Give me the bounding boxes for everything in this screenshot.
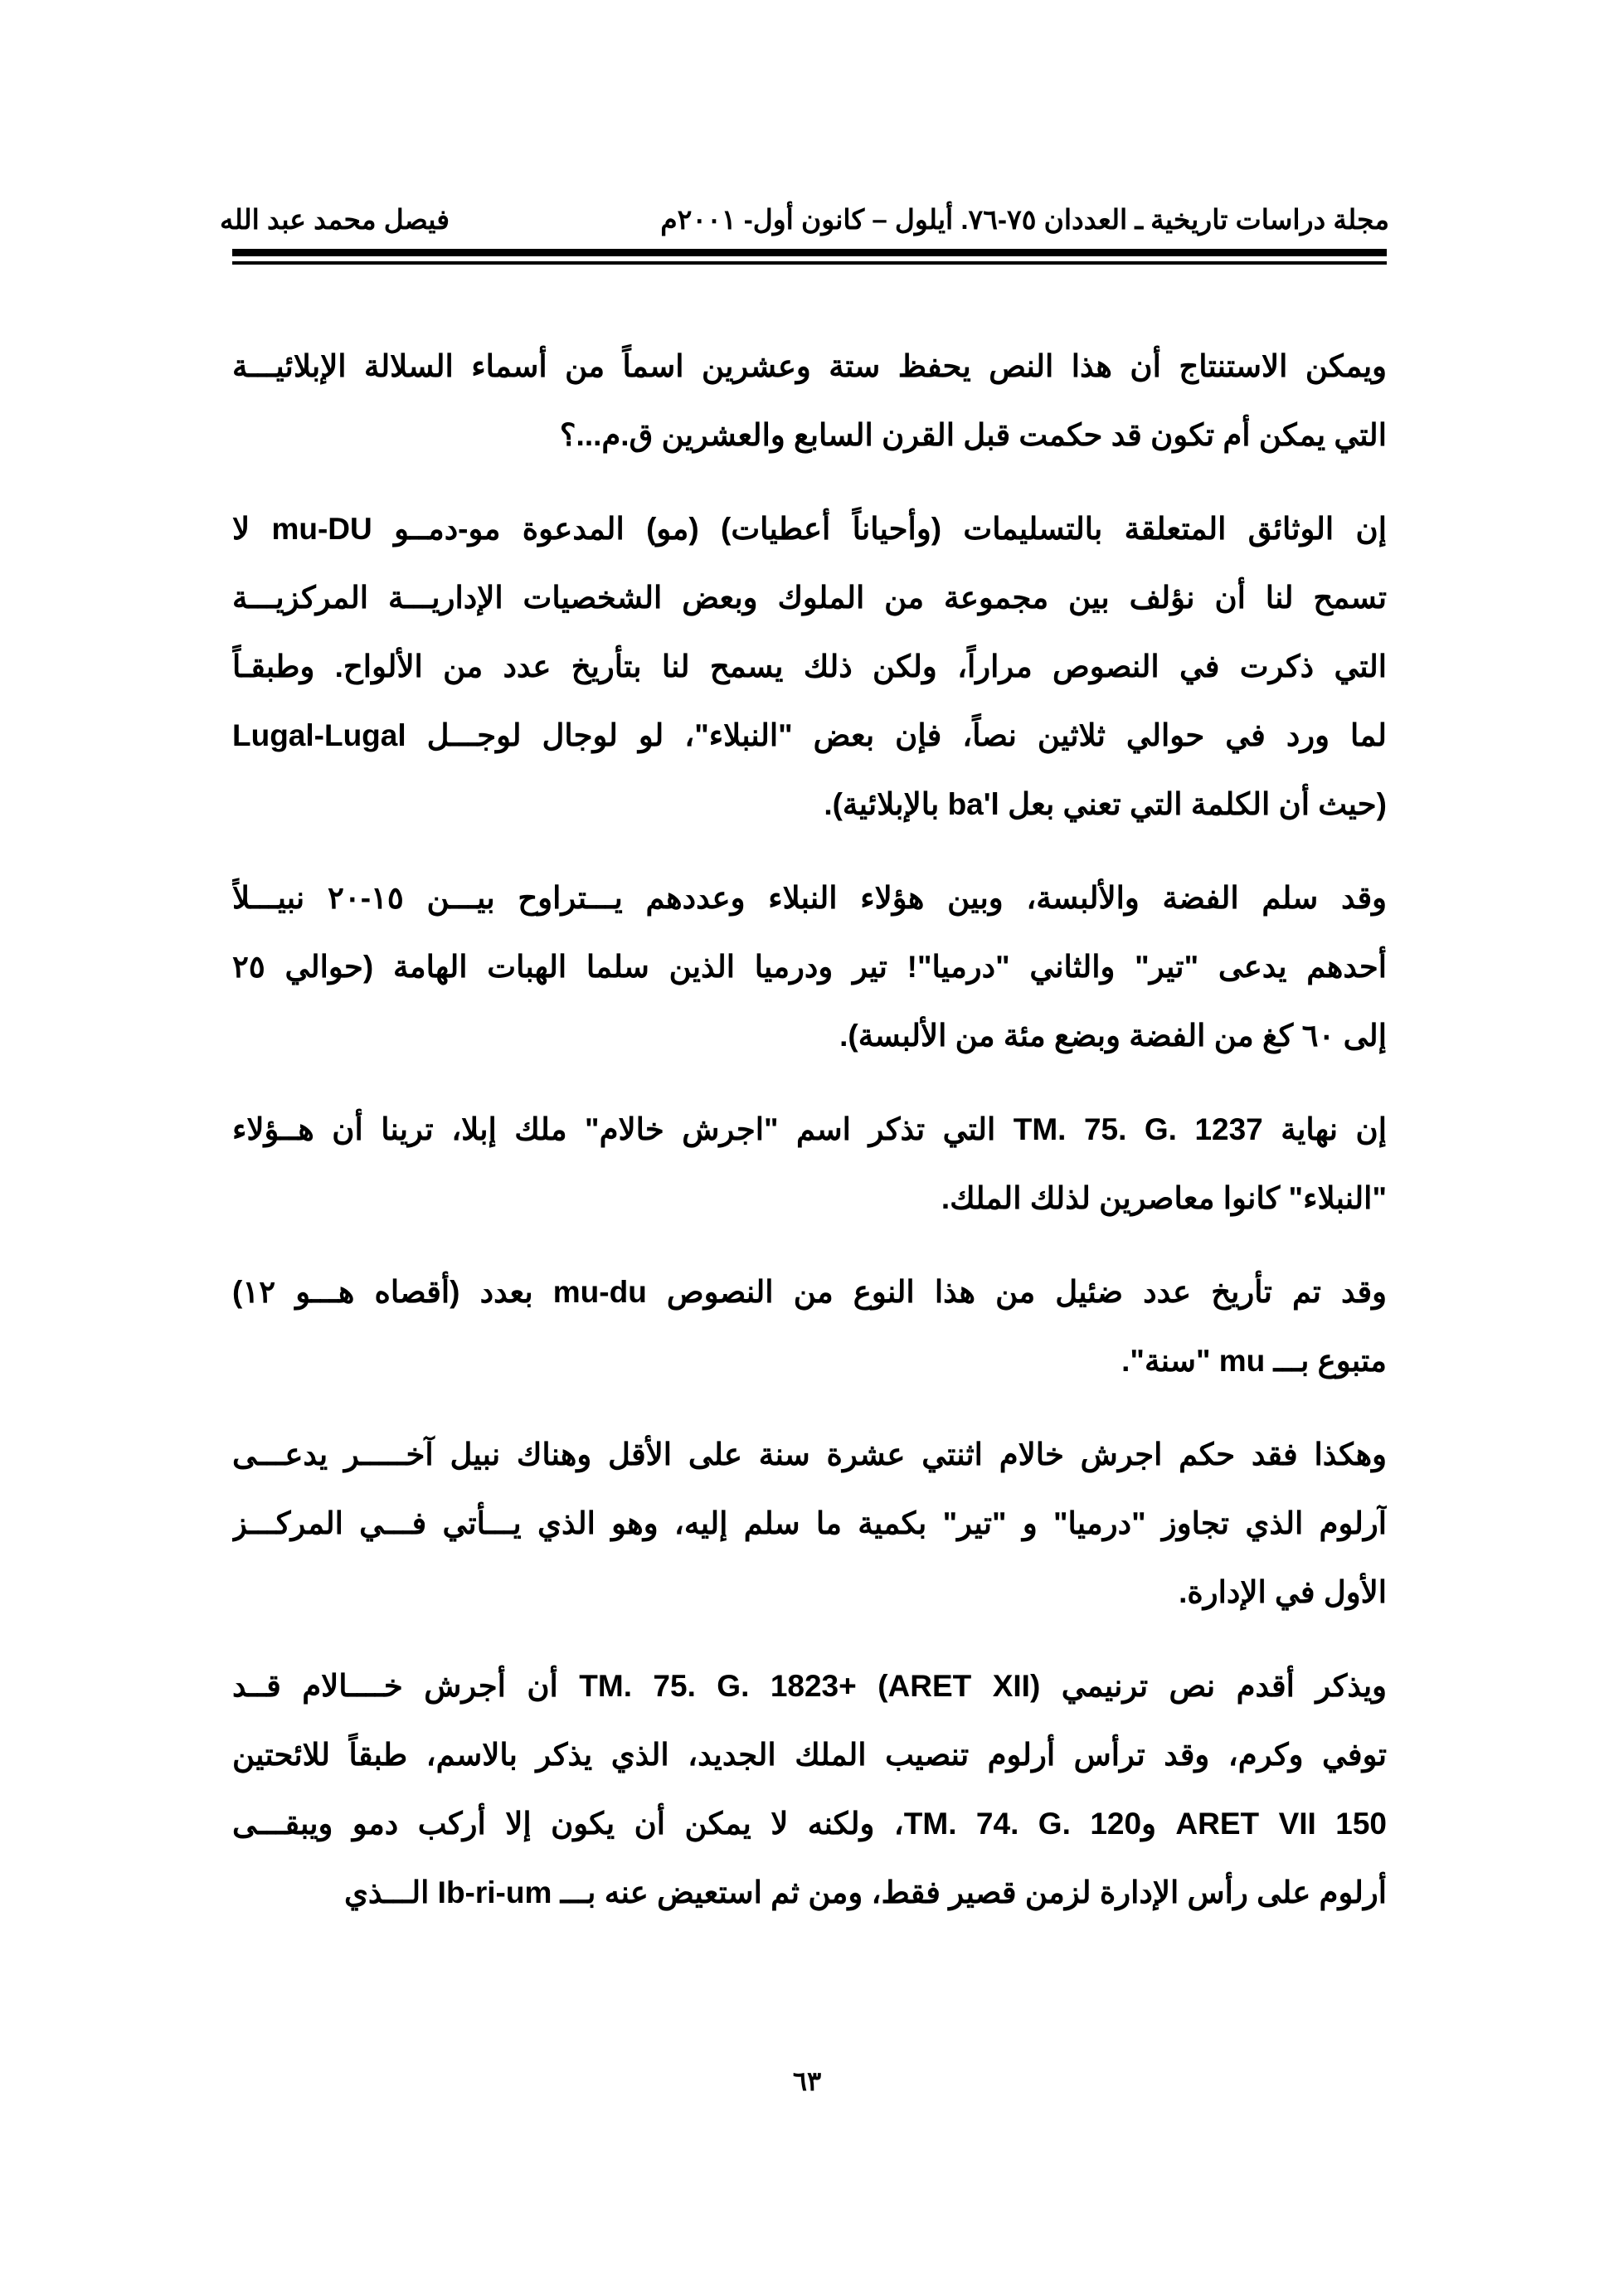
text-line: لما ورد في حوالي ثلاثين نصاً، فإن بعض "النبلاء"، لو لوجال لوجـــل Lugal-Lugal [232, 718, 1387, 752]
paragraph [232, 1651, 1387, 1927]
page-number: ٦٣ [792, 2066, 822, 2096]
paragraph [232, 863, 1387, 1070]
text-line: تسمح لنا أن نؤلف بين مجموعة من الملوك وبعض الشخصيات الإداريـــة المركزيـــة [232, 581, 1387, 615]
text-line: إن نهاية TM. 75. G. 1237 التي تذكر اسم "اجرش خالام" ملك إبلا، ترينا أن هــؤلاء [232, 1112, 1387, 1146]
paragraph [232, 332, 1387, 469]
text-line: ويمكن الاستنتاج أن هذا النص يحفظ ستة وعشرين اسماً من أسماء السلالة الإبلائيـــة [232, 349, 1387, 383]
text-line: الأول في الإدارة. [1179, 1575, 1387, 1609]
text-line: التي يمكن أم تكون قد حكمت قبل القرن السابع والعشرين ق.م...؟ [559, 418, 1387, 452]
text-line: وقد تم تأريخ عدد ضئيل من هذا النوع من النصوص mu-du بعدد (أقصاه هـــو ١٢) [232, 1275, 1387, 1309]
text-line: "النبلاء" كانوا معاصرين لذلك الملك. [941, 1181, 1387, 1215]
paragraph [232, 494, 1387, 839]
text-line: أرلوم على رأس الإدارة لزمن قصير فقط، ومن ثم استعيض عنه بـــ Ib-ri-um الـــذي [343, 1875, 1387, 1909]
text-line: أحدهم يدعى "تير" والثاني "درميا"! تير ودرميا الذين سلما الهبات الهامة (حوالي ٢٥ [232, 950, 1387, 984]
paragraph [232, 1257, 1387, 1395]
paragraph [232, 1420, 1387, 1627]
text-line: (حيث أن الكلمة التي تعني بعل ba'l بالإبلائية). [824, 787, 1387, 821]
text-line: وهكذا فقد حكم اجرش خالام اثنتي عشرة سنة على الأقل وهناك نبيل آخـــــر يدعـــى [232, 1437, 1387, 1471]
paragraph [232, 1095, 1387, 1233]
text-line: متبوع بـــ mu "سنة". [1121, 1344, 1387, 1378]
text-line: إن الوثائق المتعلقة بالتسليمات (وأحياناً أعطيات) (مو) المدعوة مو-دمــو mu-DU لا [232, 512, 1387, 546]
text-line: إلى ٦٠ كغ من الفضة وبضع مئة من الألبسة). [839, 1019, 1387, 1053]
text-line: وقد سلم الفضة والألبسة، وبين هؤلاء النبلاء وعددهم يـــتراوح بيـــن ١٥-٢٠ نبيـــلاً [232, 881, 1387, 915]
text-line: ARET VII 150 وTM. 74. G. 120، ولكنه لا يمكن أن يكون إلا أركب دمو ويبقـــى [232, 1807, 1387, 1841]
body-text [232, 332, 1387, 1952]
header-rule-thin [232, 261, 1387, 265]
text-line: آرلوم الذي تجاوز "درميا" و "تير" بكمية ما سلم إليه، وهو الذي يـــأتي فـــي المركـــز [232, 1506, 1387, 1540]
text-line: التي ذكرت في النصوص مراراً، ولكن ذلك يسمح لنا بتأريخ عدد من الألواح. وطبقـاً [232, 649, 1387, 683]
journal-title: مجلة دراسات تاريخية ـ العددان ٧٥-٧٦. أيلول – كانون أول- ٢٠٠١م [660, 204, 1389, 235]
text-line: توفي وكرم، وقد ترأس أرلوم تنصيب الملك الجديد، الذي يذكر بالاسم، طبقاً للائحتين [232, 1738, 1387, 1772]
running-header [220, 203, 1389, 245]
author-name: فيصل محمد عبد الله [220, 204, 450, 235]
text-line: ويذكر أقدم نص ترنيمي (ARET XII) +TM. 75. G. 1823 أن أجرش خــــالام قــد [232, 1669, 1387, 1703]
header-rule-thick [232, 249, 1387, 256]
